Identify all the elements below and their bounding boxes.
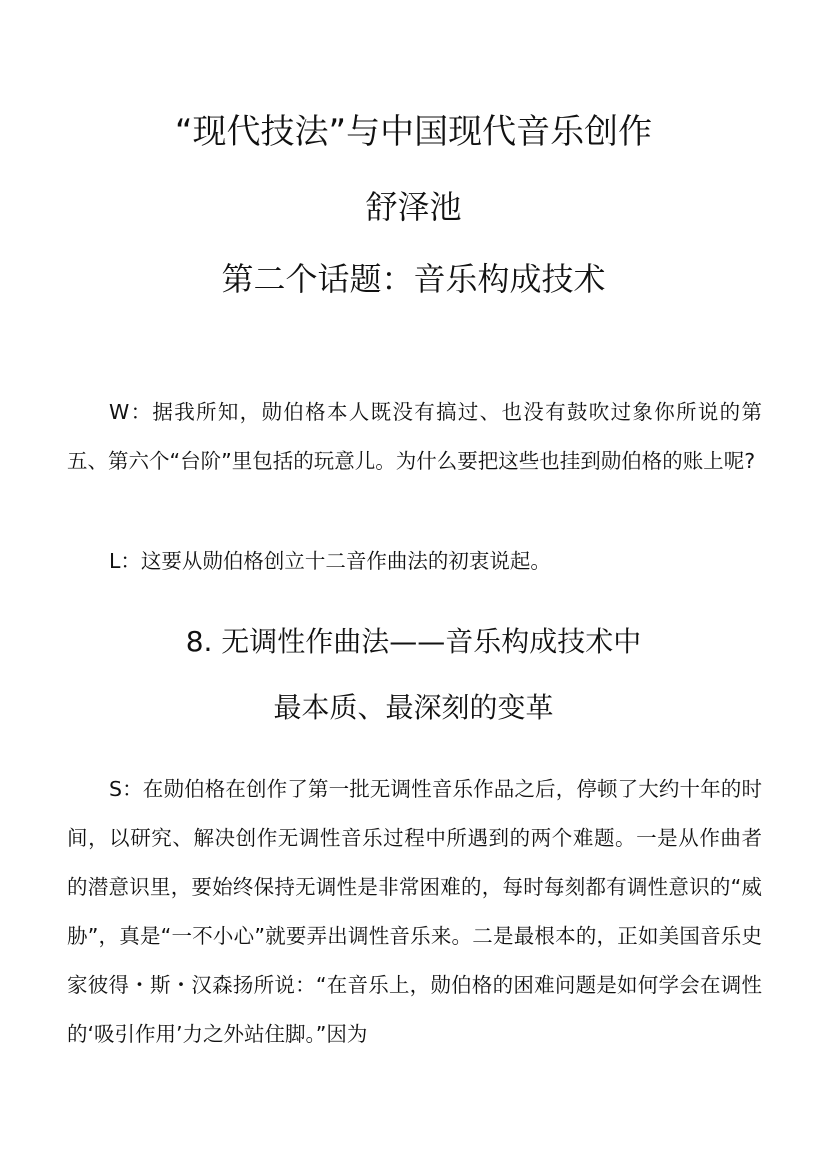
section-heading-line-1: 8. 无调性作曲法——音乐构成技术中 <box>185 625 642 658</box>
section-heading-line-2: 最本质、最深刻的变革 <box>273 691 554 724</box>
author-name: 舒泽池 <box>365 188 462 226</box>
paragraph-l-answer: L：这要从勋伯格创立十二音作曲法的初衷说起。 <box>109 548 551 573</box>
topic-heading: 第二个话题：音乐构成技术 <box>221 260 606 298</box>
document-title: “现代技法”与中国现代音乐创作 <box>174 112 653 152</box>
paragraph-w-question: W：据我所知，勋伯格本人既没有搞过、也没有鼓吹过象你所说的第五、第六个“台阶”里包括的玩意儿。为什么要把这些也挂到勋伯格的账上呢? <box>67 399 762 473</box>
section-paragraph: S：在勋伯格在创作了第一批无调性音乐作品之后，停顿了大约十年的时间，以研究、解决创作无调性音乐过程中所遇到的两个难题。一是从作曲者的潜意识里，要始终保持无调性是非常困难的，每时每刻都有调性意识的“威胁”，真是“一不小心”就要弄出调性音乐来。二是最根本的，正如美国音乐史家彼得・斯・汉森扬所说：“在音乐上，勋伯格的困难问题是如何学会在调性的‘吸引作用’力之外站住脚。”因为 <box>67 776 762 1046</box>
